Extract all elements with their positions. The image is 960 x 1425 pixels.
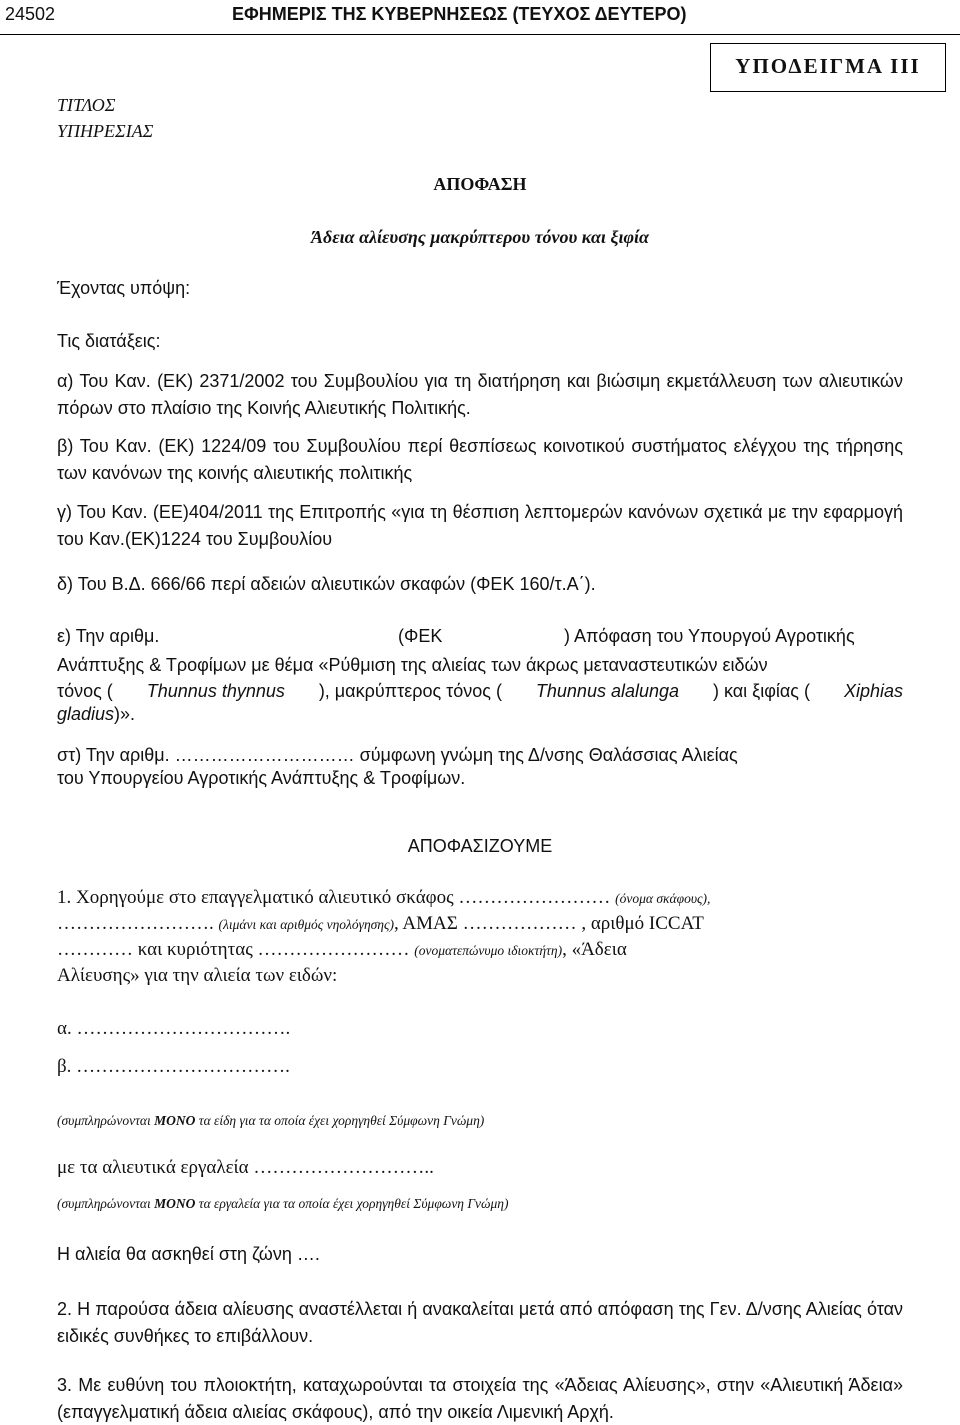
provision-item-c: γ) Του Καν. (ΕΕ)404/2011 της Επιτροπής «για τη θέσπιση λεπτομερών κανόνων σχετικά με την εφαρμογή του Καν.(ΕΚ)1224 του Συμβουλίου [57, 502, 903, 549]
service-title-line-2: ΥΠΗΡΕΣΙΑΣ [57, 121, 154, 141]
decision-title: ΑΠΟΦΑΣΗ [433, 174, 527, 194]
species-name-alalunga: Thunnus alalunga [535, 681, 680, 701]
provision-item-e-line-4 [57, 704, 135, 725]
provisions-label: Τις διατάξεις: [57, 331, 161, 351]
text-fragment: ……………………. [57, 913, 214, 934]
text-fragment: (συμπληρώνονται [57, 1196, 155, 1211]
provision-item-d: δ) Του Β.Δ. 666/66 περί αδειών αλιευτικών σκαφών (ΦΕΚ 160/τ.Α΄). [57, 574, 596, 594]
species-name-gladius: gladius [57, 704, 115, 724]
species-line-b: β. ……………………………. [57, 1056, 290, 1077]
text-fragment: 1. Χορηγούμε στο επαγγελματικό αλιευτικό σκάφος …………………… [57, 887, 611, 908]
emphasis-only: ΜΟΝΟ [154, 1196, 196, 1211]
gear-line: με τα αλιευτικά εργαλεία ……………………….. [57, 1157, 434, 1178]
provision-item-b: β) Του Καν. (ΕΚ) 1224/09 του Συμβουλίου περί θεσπίσεως κοινοτικού συστήματος ελέγχου της τήρησης των κανόνων της κοινής αλιευτικής πολιτικής [57, 436, 903, 483]
text-fragment: τα εργαλεία για τα οποία έχει χορηγηθεί Σύμφωνη Γνώμη) [195, 1196, 509, 1211]
emphasis-only: ΜΟΝΟ [154, 1113, 196, 1128]
clause-1-line-2 [57, 913, 704, 935]
provision-item-a: α) Του Καν. (ΕΚ) 2371/2002 του Συμβουλίου για τη διατήρηση και βιώσιμη εκμετάλλευση των αλιευτικών πόρων στο πλαίσιο της Κοινής Αλιευτικής Πολιτικής. [57, 371, 903, 418]
provision-item-e-line-3 [57, 678, 903, 705]
provision-item-e-rest: ) Απόφαση του Υπουργού Αγροτικής [564, 626, 855, 646]
considering-label: Έχοντας υπόψη: [57, 278, 191, 298]
species-name-thynnus: Thunnus thynnus [146, 681, 285, 701]
zone-line: Η αλιεία θα ασκηθεί στη ζώνη …. [57, 1244, 320, 1264]
clause-1-line-4: Αλίευσης» για την αλιεία των ειδών: [57, 965, 338, 986]
text-fragment: ………… και κυριότητας …………………… [57, 939, 410, 960]
clause-2: 2. Η παρούσα άδεια αλίευσης αναστέλλεται ή ανακαλείται μετά από απόφαση της Γεν. Δ/νσης Αλιείας όταν ειδικές συνθήκες το επιβάλλουν. [57, 1299, 903, 1346]
service-title-line-1: ΤΙΤΛΟΣ [57, 95, 116, 115]
gazette-title: ΕΦΗΜΕΡΙΣ ΤΗΣ ΚΥΒΕΡΝΗΣΕΩΣ (ΤΕΥΧΟΣ ΔΕΥΤΕΡΟ) [232, 4, 687, 24]
provision-item-e-fek: (ΦΕΚ [398, 626, 443, 646]
clause-3: 3. Με ευθύνη του πλοιοκτήτη, καταχωρούνται τα στοιχεία της «Άδειας Αλίευσης», στην «Αλιευτική Άδεια» (επαγγελματική άδεια αλιείας σκάφους), από την οικεία Λιμενική Αρχή. [57, 1375, 903, 1422]
species-name-xiphias: Xiphias [843, 681, 903, 701]
text-fragment: )». [114, 704, 136, 724]
note-species [57, 1113, 484, 1129]
provision-item-f-line-2: του Υπουργείου Αγροτικής Ανάπτυξης & Τροφίμων. [57, 768, 466, 788]
text-fragment: (συμπληρώνονται [57, 1113, 155, 1128]
note-gear [57, 1196, 508, 1212]
sample-label: ΥΠΟΔΕΙΓΜΑ ΙΙΙ [735, 54, 921, 78]
port-note: (λιμάνι και αριθμός νηολόγησης) [218, 917, 394, 932]
vessel-name-note: (όνομα σκάφους), [615, 891, 711, 906]
text-fragment: , ΑΜΑΣ ……………… , αριθμό ICCAT [393, 913, 704, 934]
text-fragment: ) και ξιφίας ( [712, 681, 810, 701]
header-divider [0, 34, 960, 35]
text-fragment: ), μακρύπτερος τόνος ( [318, 681, 502, 701]
provision-item-f-line-1: στ) Την αριθμ. ………………………… σύμφωνη γνώμη της Δ/νσης Θαλάσσιας Αλιείας [57, 745, 738, 765]
text-fragment: , «Άδεια [562, 939, 627, 960]
species-line-a: α. ……………………………. [57, 1018, 291, 1039]
decide-title: ΑΠΟΦΑΣΙΖΟΥΜΕ [407, 836, 553, 856]
clause-1-line-3 [57, 939, 627, 961]
clause-1-line-1 [57, 887, 710, 909]
text-fragment: τόνος ( [57, 681, 113, 701]
provision-item-e-start: ε) Την αριθμ. [57, 626, 160, 646]
owner-note: (ονοματεπώνυμο ιδιοκτήτη) [414, 943, 563, 958]
page-number: 24502 [5, 4, 56, 24]
text-fragment: τα είδη για τα οποία έχει χορηγηθεί Σύμφωνη Γνώμη) [195, 1113, 485, 1128]
provision-item-e-line-2: Ανάπτυξης & Τροφίμων με θέμα «Ρύθμιση της αλιείας των άκρως μεταναστευτικών ειδών [57, 655, 768, 675]
decision-subtitle: Άδεια αλίευσης μακρύπτερου τόνου και ξιφία [311, 227, 649, 247]
